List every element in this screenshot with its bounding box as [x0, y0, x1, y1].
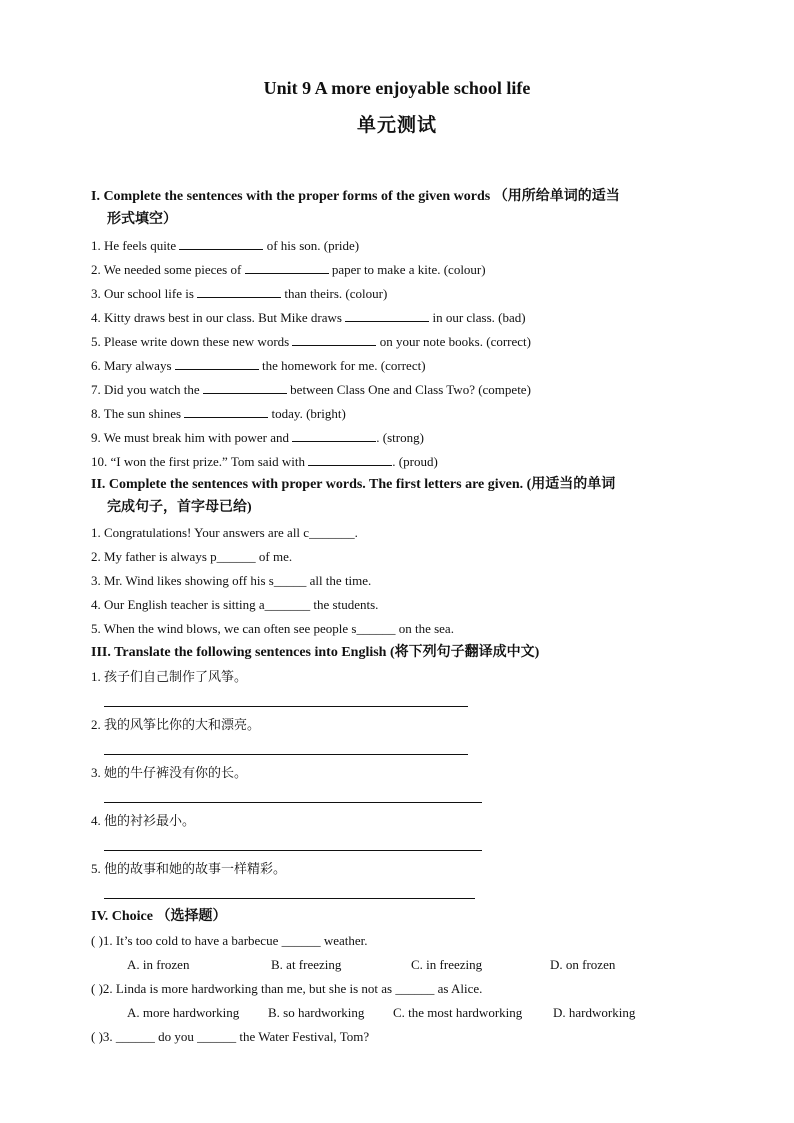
- section2-heading: II. Complete the sentences with proper words. The first letters are given. (用适当的单词: [91, 477, 616, 492]
- s2-item-4: 4. Our English teacher is sitting a_______ the students.: [91, 597, 379, 612]
- answer-blank[interactable]: [184, 405, 268, 418]
- answer-blank[interactable]: [245, 261, 329, 274]
- s1-item-8: 8. The sun shines today. (bright): [91, 406, 346, 421]
- s1-item-3: 3. Our school life is than theirs. (colour): [91, 286, 388, 301]
- answer-blank[interactable]: [308, 453, 392, 466]
- section4-heading: IV. Choice （选择题）: [91, 909, 227, 924]
- page-subtitle: 单元测试: [356, 115, 437, 136]
- section1-heading-cont: 形式填空）: [107, 212, 177, 227]
- answer-blank[interactable]: [203, 381, 287, 394]
- question-1-stem: ( )1. It’s too cold to have a barbecue ______ weather.: [91, 933, 368, 948]
- s1-item-9: 9. We must break him with power and . (strong): [91, 430, 424, 445]
- answer-blank[interactable]: [292, 333, 376, 346]
- s3-item-1: 1. 孩子们自己制作了风筝。: [91, 669, 248, 684]
- s1-item-6: 6. Mary always the homework for me. (correct): [91, 358, 426, 373]
- answer-line[interactable]: [104, 850, 482, 851]
- answer-blank[interactable]: [175, 357, 259, 370]
- page-title: Unit 9 A more enjoyable school life: [263, 78, 531, 98]
- section3-heading: III. Translate the following sentences into English (将下列句子翻译成中文): [91, 645, 540, 660]
- question-1-option-a[interactable]: A. in frozen: [127, 957, 190, 972]
- s2-item-5: 5. When the wind blows, we can often see people s______ on the sea.: [91, 621, 454, 636]
- s1-item-1: 1. He feels quite of his son. (pride): [91, 238, 360, 253]
- s3-item-3: 3. 她的牛仔裤没有你的长。: [91, 765, 248, 780]
- question-1-option-d[interactable]: D. on frozen: [550, 957, 616, 972]
- answer-line[interactable]: [104, 802, 482, 803]
- question-2-option-a[interactable]: A. more hardworking: [127, 1005, 240, 1020]
- answer-line[interactable]: [104, 898, 475, 899]
- s2-item-3: 3. Mr. Wind likes showing off his s_____ all the time.: [91, 573, 372, 588]
- question-2-stem: ( )2. Linda is more hardworking than me, but she is not as ______ as Alice.: [91, 981, 483, 996]
- s1-item-4: 4. Kitty draws best in our class. But Mike draws in our class. (bad): [91, 310, 526, 325]
- answer-line[interactable]: [104, 754, 468, 755]
- answer-blank[interactable]: [179, 237, 263, 250]
- section1-heading: I. Complete the sentences with the proper forms of the given words （用所给单词的适当: [91, 189, 620, 204]
- answer-blank[interactable]: [345, 309, 429, 322]
- s3-item-2: 2. 我的风筝比你的大和漂亮。: [91, 717, 261, 732]
- s2-item-2: 2. My father is always p______ of me.: [91, 549, 293, 564]
- answer-blank[interactable]: [197, 285, 281, 298]
- question-1-option-c[interactable]: C. in freezing: [411, 957, 483, 972]
- s1-item-5: 5. Please write down these new words on your note books. (correct): [91, 334, 531, 349]
- question-2-option-b[interactable]: B. so hardworking: [268, 1005, 365, 1020]
- s3-item-5: 5. 他的故事和她的故事一样精彩。: [91, 861, 287, 876]
- section2-heading-cont: 完成句子，首字母已给): [107, 500, 252, 515]
- answer-blank[interactable]: [292, 429, 376, 442]
- s3-item-4: 4. 他的衬衫最小。: [91, 813, 196, 828]
- s1-item-7: 7. Did you watch the between Class One and Class Two? (compete): [91, 382, 531, 397]
- answer-line[interactable]: [104, 706, 468, 707]
- s2-item-1: 1. Congratulations! Your answers are all c_______.: [91, 525, 358, 540]
- s1-item-10: 10. “I won the first prize.” Tom said with . (proud): [91, 454, 438, 469]
- question-2-option-d[interactable]: D. hardworking: [553, 1005, 636, 1020]
- question-1-option-b[interactable]: B. at freezing: [271, 957, 342, 972]
- question-2-option-c[interactable]: C. the most hardworking: [393, 1005, 523, 1020]
- question-3-stem: ( )3. ______ do you ______ the Water Festival, Tom?: [91, 1029, 370, 1044]
- s1-item-2: 2. We needed some pieces of paper to make a kite. (colour): [91, 262, 486, 277]
